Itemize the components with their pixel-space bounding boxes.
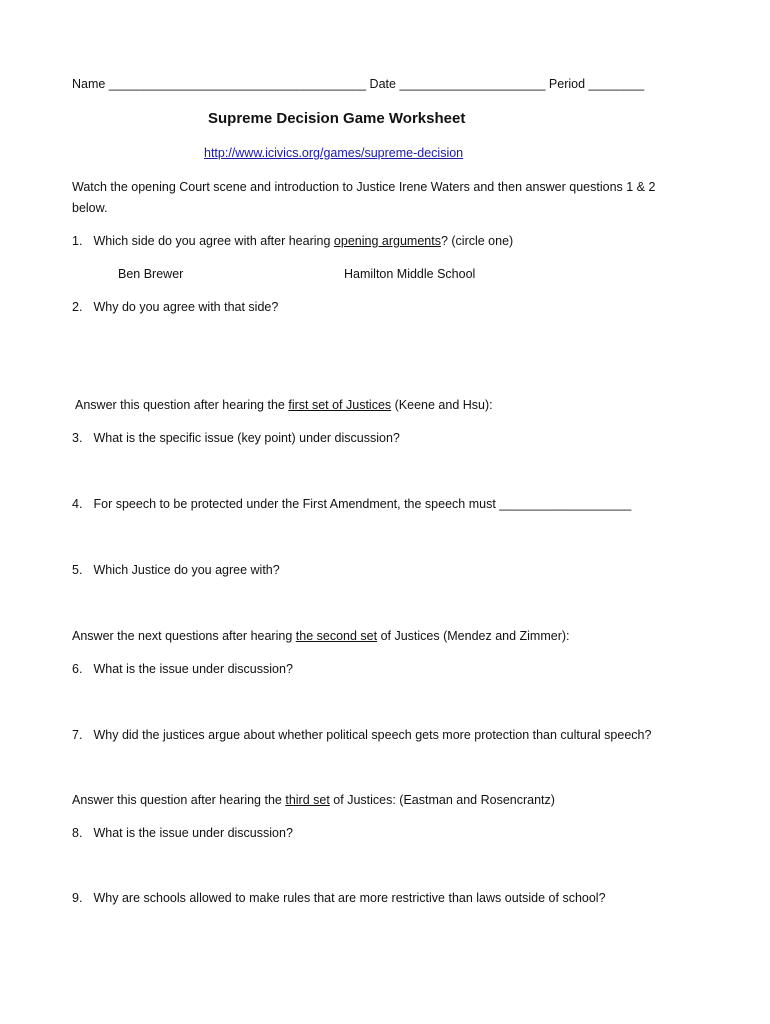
question-text: For speech to be protected under the First Amendment, the speech must ___________________	[93, 497, 632, 511]
section-second-set	[72, 628, 570, 644]
question-text: What is the issue under discussion?	[93, 826, 293, 840]
question-text: Which side do you agree with after hearing	[93, 234, 331, 248]
date-blank: _____________________	[399, 77, 546, 91]
section-text: Answer this question after hearing the	[72, 793, 282, 807]
section-text-post: of Justices: (Eastman and Rosencrantz)	[333, 793, 555, 807]
section-text-post: of Justices (Mendez and Zimmer):	[380, 629, 570, 643]
section-underlined: first set of Justices	[288, 398, 392, 412]
question-number: 6.	[72, 662, 83, 676]
name-blank: _____________________________________	[108, 77, 367, 91]
question-number: 1.	[72, 234, 83, 248]
period-label: Period	[548, 77, 586, 91]
question-7	[72, 727, 651, 743]
question-text-post: ? (circle one)	[440, 234, 514, 248]
question-8	[72, 825, 293, 841]
section-text: Answer this question after hearing the	[75, 398, 285, 412]
question-text: What is the issue under discussion?	[93, 662, 293, 676]
choice-hamilton-middle-school[interactable]: Hamilton Middle School	[344, 267, 476, 281]
section-third-set	[72, 792, 555, 808]
choice-ben-brewer[interactable]: Ben Brewer	[118, 267, 184, 281]
page-title: Supreme Decision Game Worksheet	[208, 110, 466, 127]
period-blank: ________	[588, 77, 645, 91]
question-text: Why are schools allowed to make rules that are more restrictive than laws outside of school?	[93, 891, 606, 905]
question-3	[72, 430, 400, 446]
question-number: 7.	[72, 728, 83, 742]
section-underlined: third set	[285, 793, 330, 807]
question-number: 8.	[72, 826, 83, 840]
header-fields	[72, 76, 644, 92]
name-label: Name	[72, 77, 106, 91]
date-label: Date	[369, 77, 396, 91]
section-text-post: (Keene and Hsu):	[394, 398, 493, 412]
question-number: 3.	[72, 431, 83, 445]
question-5	[72, 562, 280, 578]
question-6	[72, 661, 293, 677]
section-underlined: the second set	[295, 629, 378, 643]
question-9	[72, 890, 606, 906]
section-text: Answer the next questions after hearing	[72, 629, 293, 643]
game-link[interactable]: http://www.icivics.org/games/supreme-decision	[204, 146, 464, 160]
question-number: 4.	[72, 497, 83, 511]
question-2	[72, 299, 278, 315]
question-text: Why did the justices argue about whether political speech gets more protection than cultural speech?	[93, 728, 652, 742]
question-text: Which Justice do you agree with?	[93, 563, 280, 577]
question-4	[72, 496, 631, 512]
question-text: Why do you agree with that side?	[93, 300, 279, 314]
question-underlined: opening arguments	[333, 234, 441, 248]
question-1	[72, 233, 513, 249]
section-first-set	[75, 397, 493, 413]
intro-text: Watch the opening Court scene and introduction to Justice Irene Waters and then answer questions 1 & 2 below.	[72, 180, 656, 215]
question-text: What is the specific issue (key point) under discussion?	[93, 431, 400, 445]
question-number: 5.	[72, 563, 83, 577]
question-number: 2.	[72, 300, 83, 314]
question-number: 9.	[72, 891, 83, 905]
